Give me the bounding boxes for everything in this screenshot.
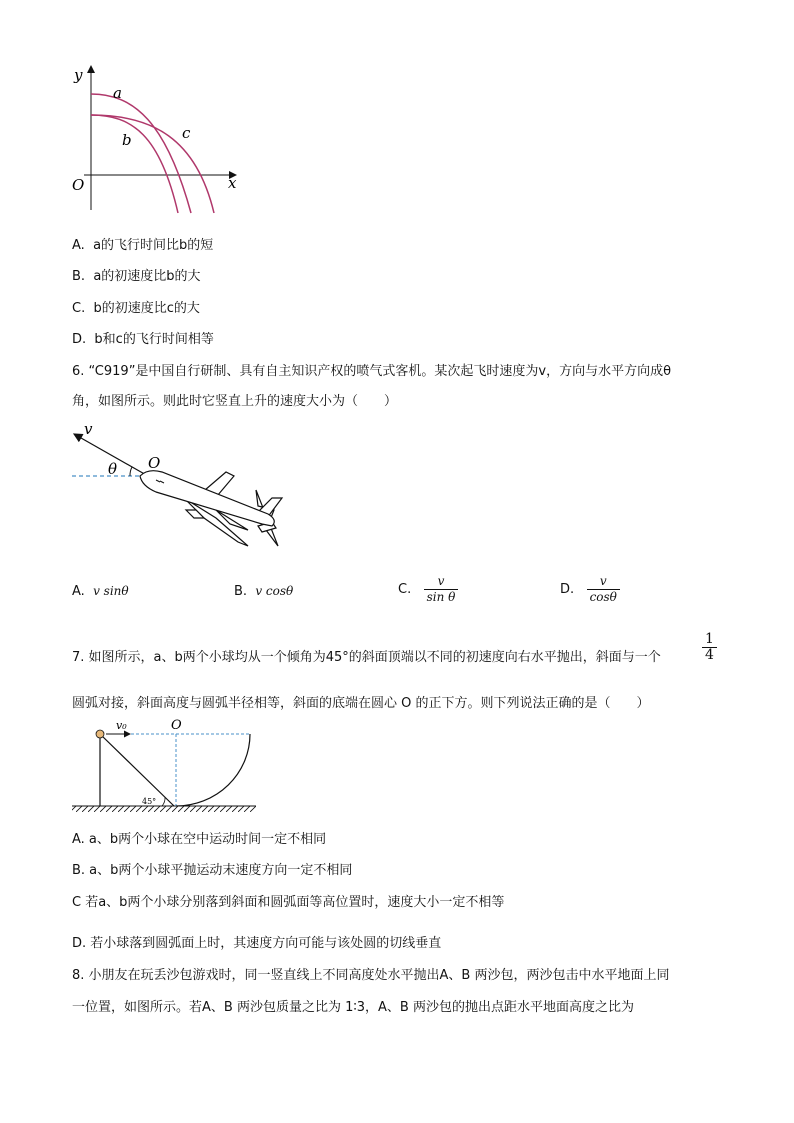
- q8-stem-line1: 8. 小朋友在玩丢沙包游戏时，同一竖直线上不同高度处水平抛出A、B 两沙包，两沙包击中水平地面上同: [72, 968, 670, 983]
- trajectory-c: [91, 115, 214, 213]
- trajectory-a: [91, 94, 191, 213]
- q7-option-c: C 若a、b两个小球分别落到斜面和圆弧面等高位置时，速度大小一定不相等: [72, 895, 505, 910]
- q7-option-d: D. 若小球落到圆弧面上时，其速度方向可能与该处圆的切线垂直: [72, 936, 442, 951]
- q6-option-d: D. $\frac{v}{\cos\theta}$: [560, 574, 620, 605]
- q5-option-d: D. b和c的飞行时间相等: [72, 332, 214, 347]
- trajectory-figure: [64, 60, 254, 220]
- q6-option-c: C. $\frac{v}{\text{sin θ}}$: [398, 574, 458, 605]
- q7-stem-line1: 7. 如图所示，a、b两个小球均从一个倾角为45°的斜面顶端以不同的初速度向右水平抛出，斜面与一个: [72, 650, 661, 665]
- label-O: O: [148, 454, 161, 472]
- trajectory-b: [91, 115, 178, 213]
- airplane-figure: [66, 418, 296, 558]
- q5-option-b: B. a的初速度比b的大: [72, 269, 201, 284]
- label-origin: O: [72, 176, 85, 194]
- q6-option-b: B. v cosθ: [234, 584, 294, 599]
- ground-hatch: [72, 806, 256, 812]
- ball: [96, 730, 104, 738]
- label-x: x: [228, 174, 237, 192]
- label-v: v: [84, 420, 93, 438]
- label-45: 45°: [142, 797, 157, 806]
- label-b: b: [122, 131, 132, 149]
- fraction-v-over-cos: $\frac{v}{\cos\theta}$: [587, 574, 620, 605]
- label-v0: v₀: [116, 719, 127, 732]
- incline-slope: [100, 734, 174, 806]
- q7-option-a: A. a、b两个小球在空中运动时间一定不相同: [72, 832, 327, 847]
- fraction-one-quarter: $\frac{1}{4}$: [702, 632, 717, 663]
- incline-arc-figure: [70, 716, 270, 820]
- label-theta: θ: [108, 460, 118, 478]
- q6-option-a: A. v sinθ: [72, 584, 129, 599]
- q5-option-a: A. a的飞行时间比b的短: [72, 238, 214, 253]
- q6-stem-line1: 6. “C919”是中国自行研制、具有自主知识产权的喷气式客机。某次起飞时速度为v，方向与水平方向成θ: [72, 364, 672, 379]
- angle-arc: [162, 797, 165, 806]
- quarter-arc: [176, 734, 250, 806]
- fraction-v-over-sin: $\frac{v}{\text{sin θ}}$: [424, 574, 459, 605]
- q6-stem-line2: 角，如图所示。则此时它竖直上升的速度大小为（ ）: [72, 394, 398, 409]
- theta-arc: [130, 467, 132, 476]
- q8-stem-line2: 一位置，如图所示。若A、B 两沙包质量之比为 1∶3，A、B 两沙包的抛出点距水平地面高度之比为: [72, 1000, 634, 1015]
- q7-stem-line2: 圆弧对接，斜面高度与圆弧半径相等，斜面的底端在圆心 O 的正下方。则下列说法正确的是（ ）: [72, 696, 650, 711]
- label-O: O: [171, 718, 182, 733]
- label-c: c: [182, 124, 191, 142]
- label-a: a: [113, 84, 122, 102]
- q5-option-c: C. b的初速度比c的大: [72, 301, 200, 316]
- q7-option-b: B. a、b两个小球平抛运动末速度方向一定不相同: [72, 863, 353, 878]
- label-y: y: [74, 66, 83, 84]
